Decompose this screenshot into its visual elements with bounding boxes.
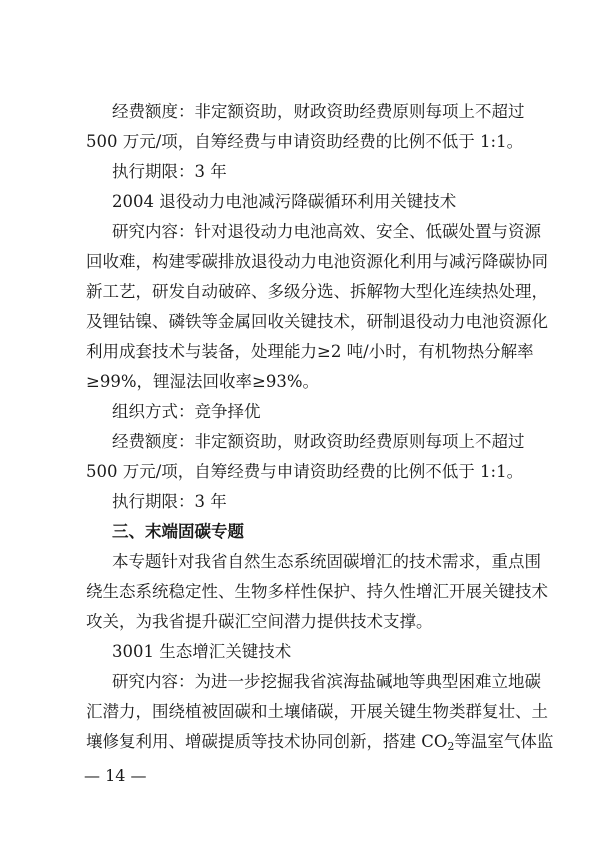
text-line: 研究内容：针对退役动力电池高效、安全、低碳处置与资源 [112,222,541,241]
section-item-title: 3001 生态增汇关键技术 [112,642,292,661]
text-line: 回收难，构建零碳排放退役动力电池资源化利用与减污降碳协同 [86,252,548,271]
text-line: 及锂钴镍、磷铁等金属回收关键技术，研制退役动力电池资源化 [86,312,548,331]
text-line: 本专题针对我省自然生态系统固碳增汇的技术需求，重点围 [112,552,541,571]
text-line: 攻关，为我省提升碳汇空间潜力提供技术支撑。 [86,612,433,631]
text-line: 执行期限：3 年 [112,492,227,511]
text-line: 经费额度：非定额资助，财政资助经费原则每项上不超过 [112,432,525,451]
text-line: 组织方式：竞争择优 [112,402,261,421]
subscript: 2 [447,740,455,753]
text-line: 研究内容：为进一步挖掘我省滨海盐碱地等典型困难立地碳 [112,672,541,691]
text-line: 利用成套技术与装备，处理能力≥2 吨/小时，有机物热分解率 [86,342,534,361]
text-line: 绕生态系统稳定性、生物多样性保护、持久性增汇开展关键技术 [86,582,548,601]
text-line: 500 万元/项，自筹经费与申请资助经费的比例不低于 1:1。 [86,132,524,151]
text-line [86,730,553,759]
text-line: ≥99%，锂湿法回收率≥93%。 [86,372,319,391]
text-run: 壤修复利用、增碳提质等技术协同创新，搭建 CO [86,732,448,751]
text-line: 执行期限：3 年 [112,162,227,181]
text-line: 新工艺，研发自动破碎、多级分选、拆解物大型化连续热处理， [86,282,548,301]
section-heading: 三、末端固碳专题 [112,522,244,541]
text-run: 等温室气体监 [454,732,554,751]
text-line: 500 万元/项，自筹经费与申请资助经费的比例不低于 1:1。 [86,462,524,481]
section-item-title: 2004 退役动力电池减污降碳循环利用关键技术 [112,192,457,211]
page-number: — 14 — [84,766,147,785]
text-line: 经费额度：非定额资助，财政资助经费原则每项上不超过 [112,102,525,121]
text-line: 汇潜力，围绕植被固碳和土壤储碳，开展关键生物类群复壮、土 [86,702,548,721]
